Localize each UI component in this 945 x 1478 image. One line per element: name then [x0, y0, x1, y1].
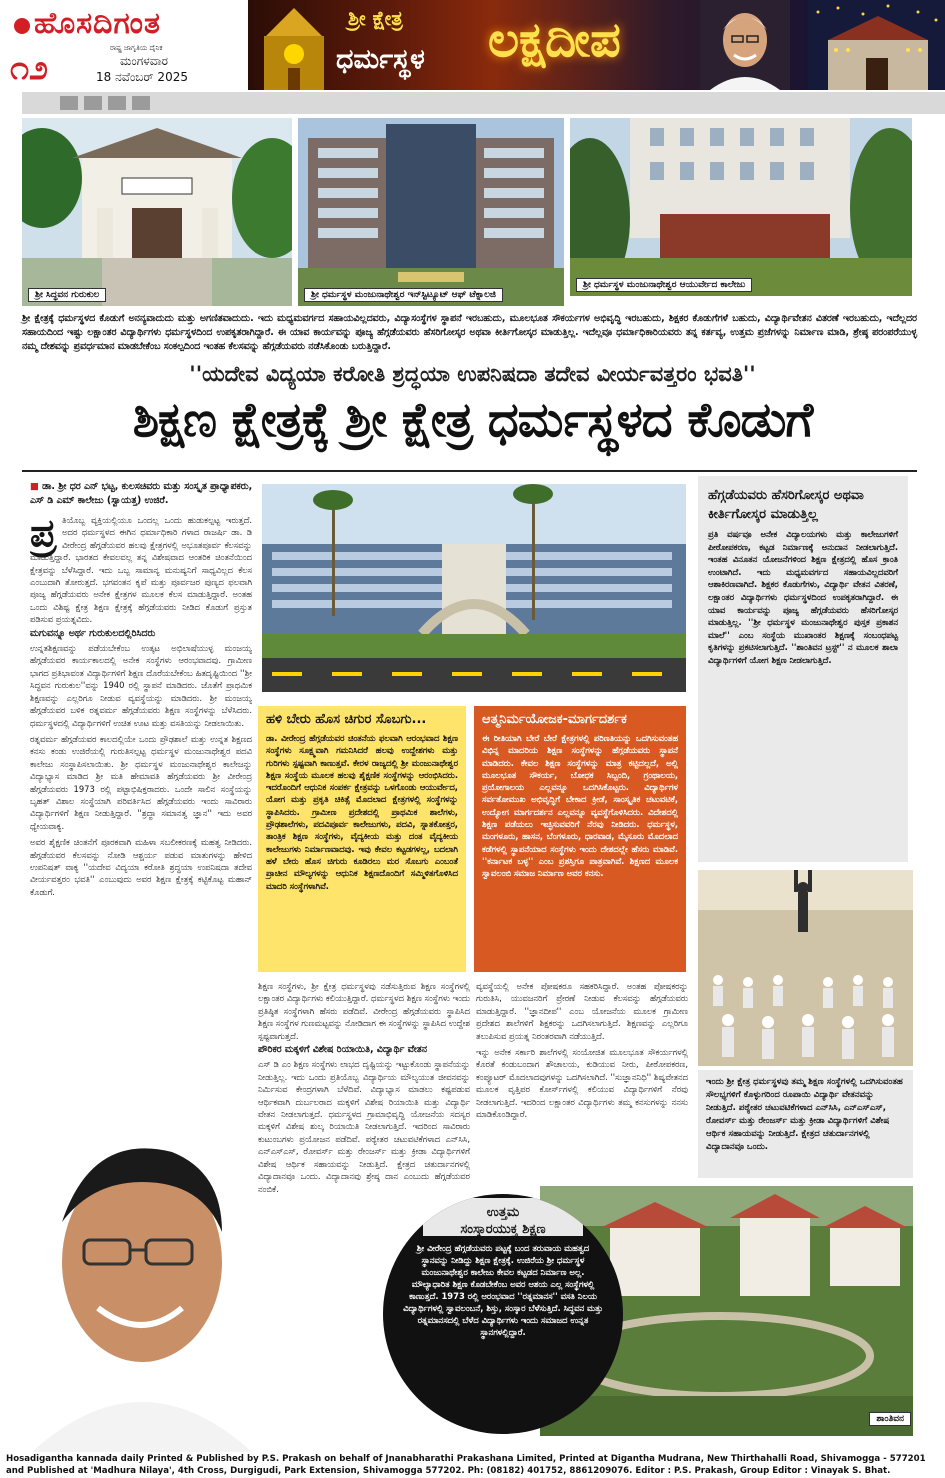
issue-weekday: ಮಂಗಳವಾರ [120, 54, 169, 68]
col1-paragraph: ತಿಯೊಬ್ಬ ವ್ಯಕ್ತಿಯಲ್ಲಿಯೂ ಒಂದಲ್ಲ ಒಂದು ಹುಡುಕಲ್ಪಟ್ಟ ಇರುತ್ತದೆ. ಅದರ ಧರ್ಮಸ್ಥಳದ ಈಗಿನ ಧರ್ಮಾಧಿಕಾರಿ ಗಳಾದ ರಾಜರ್ಷಿ ಡಾ. ಡಿ ವೀರೇಂದ್ರ ಹೆಗ್ಗಡೆಯವರ ಹಲವು ಕ್ಷೇತ್ರಗಳಲ್ಲಿ ಅಭೂತಪೂರ್ವ ಕೆಲಸವನ್ನು ಮಾಡುತ್ತಿದ್ದಾರೆ. ಭಾರತದ ಕೇವಲವಲ್ಲ ತನ್ನ ವಿಶೇಷವಾದ ಆಂತರಿಕ ಚಿಂತನೆಯಿಂದ ಕ್ಷೇತ್ರವನ್ನು ಬೆಳೆಸಿದ್ದಾರೆ. ಇದು ಒಬ್ಬ ಸಾಮಾನ್ಯ ಮನುಷ್ಯನಿಗೆ ಸಾಧ್ಯವಿಲ್ಲದ ಕೆಲಸ ಎಂಬುದಾಗಿ ತೋರುತ್ತದೆ. ಭಗವಂತನ ಕೃಪೆ ಮತ್ತು ಪೂರ್ವಜರ ಪುಣ್ಯದ ಫಲವಾಗಿ ಪೂಜ್ಯ ಹೆಗ್ಗಡೆಯವರು ಅನೇಕ ಕ್ಷೇತ್ರಗಳ ಮೂಲಕ ಕೆಲಸ ಮಾಡುತ್ತಿದ್ದಾರೆ. ಅಂತಹ ಒಂದು ವಿಶಿಷ್ಟ ಕ್ಷೇತ್ರ ಶಿಕ್ಷಣ ಕ್ಷೇತ್ರಕ್ಕೆ ಹೆಗ್ಗಡೆಯವರು ನೀಡಿದ ಕೊಡುಗೆ ಪ್ರಸ್ತುತ ಪಡಿಸುವ ಪ್ರಯತ್ನವಿದು. [30, 515, 252, 625]
box-title: ಹಳಿ ಬೇರು ಹೊಸ ಚಿಗುರ ಸೊಬಗು... [266, 712, 427, 727]
column-2 [258, 980, 470, 1194]
box-body: ಇಂದು ಶ್ರೀ ಕ್ಷೇತ್ರ ಧರ್ಮಸ್ಥಳವು ತಮ್ಮ ಶಿಕ್ಷಣ ಸಂಸ್ಥೆಗಳಲ್ಲಿ ಒದಗಿಸುವಂತಹ ಸೌಲಭ್ಯಗಳಿಗೆ ಕೊಳ್ಳುಗರಿಂದ ರೂಪಾಯಿ ವಿದ್ಯಾರ್ಥಿ ವೇತನವನ್ನು ನೀಡುತ್ತಿದೆ. ಪಠ್ಯೇತರ ಚಟುವಟಿಕೆಗಳಾದ ಎನ್‌ಸಿಸಿ, ಎನ್‌ಎಸ್‌ಎಸ್, ರೋವರ್ಸ್ ಮತ್ತು ರೇಂಜರ್ಸ್ ಮತ್ತು ಕ್ರೀಡಾ ವಿದ್ಯಾರ್ಥಿಗಳಿಗೆ ವಿಶೇಷ ಆರ್ಥಿಕ ಸಹಾಯವನ್ನು ನೀಡುತ್ತಿದೆ. ಕ್ಷೇತ್ರದ ಚತುರ್ದಾನಗಳಲ್ಲಿ ವಿದ್ಯಾದಾನವೂ ಒಂದು. [706, 1077, 903, 1152]
col2-subheading: ಪೌರಿಕರ ಮಕ್ಕಳಿಗೆ ವಿಶೇಷ ರಿಯಾಯಿತಿ, ವಿದ್ಯಾರ್ಥಿ ವೇತನ [258, 1044, 427, 1056]
box-body: ಪ್ರತಿ ವರ್ಷವೂ ಅನೇಕ ವಿದ್ಯಾಲಯಗಳು ಮತ್ತು ಕಾಲೇಜುಗಳಿಗೆ ಪೀಠೋಪಕರಣ, ಕಟ್ಟಡ ನಿರ್ಮಾಣಕ್ಕೆ ಅನುದಾನ ನೀಡಲಾಗುತ್ತಿದೆ. ಇಂತಹ ವಿನೂತನ ಯೋಜನೆಗಳಿಂದ ಶಿಕ್ಷಣ ಕ್ಷೇತ್ರದಲ್ಲಿ ಹೊಸ ಕ್ರಾಂತಿ ಉಂಟಾಗಿದೆ. ಇದು ಮಧ್ಯಮವರ್ಗದ ಸಹಾಯವಿಲ್ಲದವರಿಗೆ ಆಶಾಕಿರಣವಾಗಿದೆ. ಶಿಕ್ಷಕರ ಕೊಡುಗೆಗಳು, ವಿದ್ಯಾರ್ಥಿ ವೇತನ ವಿತರಣೆ, ಲಕ್ಷಾಂತರ ವಿದ್ಯಾರ್ಥಿಗಳು ಧರ್ಮಸ್ಥಳದಿಂದ ಉಪಕೃತರಾಗಿದ್ದಾರೆ. ಈ ಯಾವ ಕಾರ್ಯವನ್ನು ಪೂಜ್ಯ ಹೆಗ್ಗಡೆಯವರು ಹೆಸರಿಗೋಸ್ಕರ ಮಾಡುತ್ತಿಲ್ಲ. ''ಶ್ರೀ ಧರ್ಮಸ್ಥಳ ಮಂಜುನಾಥೇಶ್ವರ ಪುಸ್ತಕ ಪ್ರಕಾಶನ ಮಾಲೆ'' ಎಂಬ ಸಂಸ್ಥೆಯ ಮುಖಾಂತರ ಶಿಕ್ಷಣಕ್ಕೆ ಸಂಬಂಧಪಟ್ಟ ಕೃತಿಗಳನ್ನು ಪ್ರಕಟಿಸಲಾಗುತ್ತಿದೆ. ''ಶಾಂತಿವನ ಟ್ರಸ್ಟ್'' ನ ಮೂಲಕ ಶಾಲಾ ವಿದ್ಯಾರ್ಥಿಗಳಿಗೆ ಯೋಗ ಶಿಕ್ಷಣ ನೀಡಲಾಗುತ್ತಿದೆ. [708, 529, 898, 665]
article-intro: ಶ್ರೀ ಕ್ಷೇತ್ರಕ್ಕೆ ಧರ್ಮಸ್ಥಳದ ಕೊಡುಗೆ ಅನನ್ಯವಾದುದು ಮತ್ತು ಅಗಣಿತವಾದುದು. ಇದು ಮಧ್ಯಮವರ್ಗದ ಸಹಾಯವಿಲ್ಲದವರು, ವಿದ್ಯಾಸಂಸ್ಥೆಗಳ ಸ್ಥಾಪನೆ ಇರಬಹುದು, ಮೂಲಭೂತ ಸೌಕರ್ಯಗಳ ಅಭಿವೃದ್ಧಿ ಇರಬಹುದು, ಶಿಕ್ಷಕರ ಕೊಡುಗೆಗಳೆ ಬಹುದು, ವಿದ್ಯಾರ್ಥಿವೇತನ ವಿತರಣೆ ಇರಬಹುದು, ಇದೆಲ್ಲದರ ಸಹಾಯದಿಂದ ಇಷ್ಟು ಲಕ್ಷಾಂತರ ವಿದ್ಯಾರ್ಥಿಗಳು ಧರ್ಮಸ್ಥಳದಿಂದ ಉಪಕೃತರಾಗಿದ್ದಾರೆ. ಈ ಯಾವ ಕಾರ್ಯವನ್ನು ಪೂಜ್ಯ ಹೆಗ್ಗಡೆಯವರು ಹೆಸರಿಗೋಸ್ಕರ ಅಥವಾ ಕೀರ್ತಿಗೋಸ್ಕರ ಮಾಡುತ್ತಿಲ್ಲ. ಇದೆಲ್ಲವೂ ಧರ್ಮಾಧಿಕಾರಿಯವರು ತನ್ನ ಕರ್ತವ್ಯ, ಉತ್ತಮ ಪ್ರಜೆಗಳನ್ನು ನಿರ್ಮಾಣ ಮಾಡಿ, ಶ್ರೇಷ್ಠ ಪರಂಪರೆಯುಳ್ಳ ನಮ್ಮ ದೇಶವನ್ನು ಪ್ರವರ್ಧಮಾನ ಮಾಡಬೇಕೆಂಬ ಸಂಕಲ್ಪದಿಂದ ಇಂತಹ ಕೆಲಸವನ್ನು ಹೆಗ್ಗಡೆಯವರು ನಡೆಸಿಕೊಂಡು ಬರುತ್ತಿದ್ದಾರೆ. [22, 313, 917, 352]
logo-emblem-icon [14, 18, 30, 34]
strip-square [84, 96, 102, 110]
strip-square [132, 96, 150, 110]
photo-sdm-campus [262, 484, 686, 692]
strip-square [60, 96, 78, 110]
imprint-line: Hosadigantha kannada daily Printed & Published by P.S. Prakash on behalf of Jnanabharathi Prakashana Limited, Printed at Digantha Mudrana, New Thirthahalli Road, Shivamogga - 577201 [6, 1454, 926, 1464]
photo-caption: ಶ್ರೀ ಧರ್ಮಸ್ಥಳ ಮಂಜುನಾಥೇಶ್ವರ ಆಯುರ್ವೇದ ಕಾಲೇಜು [576, 278, 752, 292]
col1-paragraph: ರತ್ನವರ್ಮ ಹೆಗ್ಗಡೆಯವರ ಕಾಲದಲ್ಲಿಯೇ ಒಂದು ಪ್ರೌಢಶಾಲೆ ಮತ್ತು ಉನ್ನತ ಶಿಕ್ಷಣದ ಕನಸು ಕಂಡು ಉಜಿರೆಯಲ್ಲಿ ಗುರುತಿಸಲ್ಪಟ್ಟ ಧರ್ಮಸ್ಥಳ ಮಂಜುನಾಥೇಶ್ವರ ಪದವಿ ಕಾಲೇಜು ಸಂಸ್ಥಾಪಿಸಲಾಯಿತು. ಶ್ರೀ ಧರ್ಮಸ್ಥಳ ಮಂಜುನಾಥೇಶ್ವರ ಕಾಲೇಜನ್ನು ವಿದ್ಯಾಭ್ಯಾಸ ಮಾಡಿದ ಶ್ರೀ ಮತಿ ಹೇಮಾವತಿ ಹೆಗ್ಗಡೆಯವರು ಶ್ರೀ ವೀರೇಂದ್ರ ಹೆಗ್ಗಡೆಯವರು 1973 ರಲ್ಲಿ ಪಟ್ಟಾಭಿಷಿಕ್ತರಾದರು. ಒಂದೇ ಸಾಲಿನ ಸಂಸ್ಥೆಯನ್ನು ಬೃಹತ್ ವಿಶಾಲ ಸಂಸ್ಥೆಯಾಗಿ ಪರಿವರ್ತಿಸಿದ ಹೆಗ್ಗಡೆಯವರು ಇಂದು ಸಾವಿರಾರು ವಿದ್ಯಾರ್ಥಿಗಳಿಗೆ ಶಿಕ್ಷಣ ನೀಡುತ್ತಿದ್ದಾರೆ. ''ಶ್ರದ್ಧಾ ಸಮಾನತ್ವ ಜ್ಞಾನ'' ಇದು ಅವರ ಧ್ಯೇಯವಾಕ್ಯ. [30, 733, 252, 831]
campus-building-image [262, 484, 686, 692]
masthead-tagline: ರಾಷ್ಟ್ರ ಜಾಗೃತಿಯ ದೈನಿಕ [110, 44, 163, 52]
banner-line-lakshadeepa: ಲಕ್ಷದೀಪ [488, 12, 621, 68]
photo-sdm-ayurveda-college [570, 118, 912, 296]
col3-paragraph: ವ್ಯವಸ್ಥೆಯಲ್ಲಿ ಅನೇಕ ಪೋಷಕರೂ ಸಹಕರಿಸಿದ್ದಾರೆ. ಅಂತಹ ಪೋಷಕರನ್ನು ಗುರುತಿಸಿ, ಯುವಜನರಿಗೆ ಪ್ರೇರಣೆ ನೀಡುವ ಕೆಲಸವನ್ನು ಹೆಗ್ಗಡೆಯವರು ಮಾಡುತ್ತಿದ್ದಾರೆ. ''ಜ್ಞಾನದೀಪ'' ಎಂಬ ಯೋಜನೆಯ ಮೂಲಕ ಗ್ರಾಮೀಣ ಪ್ರದೇಶದ ಶಾಲೆಗಳಿಗೆ ಶಿಕ್ಷಕರನ್ನು ಒದಗಿಸಲಾಗುತ್ತಿದೆ. ಶಿಕ್ಷಣವನ್ನು ಎಲ್ಲರಿಗೂ ತಲುಪಿಸುವ ಪ್ರಯತ್ನ ನಿರಂತರವಾಗಿ ನಡೆಯುತ್ತಿದೆ. [476, 981, 688, 1041]
box-body: ಈ ರೀತಿಯಾಗಿ ಬೇರೆ ಬೇರೆ ಕ್ಷೇತ್ರಗಳಲ್ಲಿ ಪರಿಣತಿಯನ್ನು ಒದಗಿಸುವಂತಹ ವಿಭಿನ್ನ ಮಾದರಿಯ ಶಿಕ್ಷಣ ಸಂಸ್ಥೆಗಳನ್ನು ಹೆಗ್ಗಡೆಯವರು ಸ್ಥಾಪನೆ ಮಾಡಿದರು. ಕೇವಲ ಶಿಕ್ಷಣ ಸಂಸ್ಥೆಗಳನ್ನು ಮಾತ್ರ ಕಟ್ಟಿದಲ್ಲದೆ, ಅಲ್ಲಿ ಮೂಲಭೂತ ಸೌಕರ್ಯ, ಬೋಧಕ ಸಿಬ್ಬಂದಿ, ಗ್ರಂಥಾಲಯ, ಪ್ರಯೋಗಾಲಯ ಎಲ್ಲವನ್ನೂ ಒದಗಿಸಿಕೊಟ್ಟರು. ವಿದ್ಯಾರ್ಥಿಗಳ ಸರ್ವತೋಮುಖ ಅಭಿವೃದ್ಧಿಗೆ ಬೇಕಾದ ಕ್ರೀಡೆ, ಸಾಂಸ್ಕೃತಿಕ ಚಟುವಟಿಕೆ, ಉದ್ಯೋಗ ಮಾರ್ಗದರ್ಶನ ಎಲ್ಲವನ್ನೂ ವ್ಯವಸ್ಥೆಗೊಳಿಸಿದರು. ವಿದೇಶದಲ್ಲಿ ಶಿಕ್ಷಣ ಪಡೆಯಲು ಇಚ್ಛಿಸುವವರಿಗೆ ನೆರವು ನೀಡಿದರು. ಧರ್ಮಸ್ಥಳ, ಮಂಗಳೂರು, ಹಾಸನ, ಬೆಂಗಳೂರು, ಧಾರವಾಡ, ಮೈಸೂರು ಮೊದಲಾದ ಕಡೆಗಳಲ್ಲಿ ಸ್ಥಾಪನೆಯಾದ ಸಂಸ್ಥೆಗಳು ಇಂದು ದೇಶದಲ್ಲೇ ಹೆಸರು ಮಾಡಿವೆ. ''ಕರ್ನಾಟಕ ಬಳ್ಳ'' ಎಂಬ ಪ್ರಶಸ್ತಿಗೂ ಪಾತ್ರವಾಗಿವೆ. ಶಿಕ್ಷಣದ ಮೂಲಕ ಸ್ವಾವಲಂಬಿ ಸಮಾಜ ನಿರ್ಮಾಣ ಅವರ ಕನಸು. [482, 733, 678, 879]
masthead [0, 0, 945, 90]
masthead-brand: ಹೊಸದಿಗಂತ ರಾಷ್ಟ್ರ ಜಾಗೃತಿಯ ದೈನಿಕ ೧೨ ಮಂಗಳವಾರ 18 ನವೆಂಬರ್ 2025 [10, 6, 188, 88]
banner-line-dharmasthala: ಧರ್ಮಸ್ಥಳ [336, 44, 425, 75]
imprint-line: and Published at 'Madhura Nilaya', 4th Cross, Durgigudi, Park Extension, Shivamogga 577202. Ph: (08182) 401752, 8861209076. Editor : P.S. Prakash, Group Editor : Vinayak S. Bhat. [6, 1466, 891, 1476]
circle-title [383, 1204, 623, 1238]
photo-sdm-institute-technology [298, 118, 564, 306]
headline-rule [22, 470, 917, 472]
yoga-students-image [698, 870, 913, 1066]
article-byline [30, 480, 258, 508]
col2-paragraph: ಎಸ್ ಡಿ ಎಂ ಶಿಕ್ಷಣ ಸಂಸ್ಥೆಗಳು ಲಾಭದ ದೃಷ್ಟಿಯನ್ನು ಇಟ್ಟುಕೊಂಡು ಸ್ಥಾಪನೆಯನ್ನು ನೀಡುತ್ತಿಲ್ಲ. ಇದು ಒಂದು ಪ್ರತಿಯೊಬ್ಬ ವಿದ್ಯಾರ್ಥಿಯ ಮೌಲ್ಯಯುತ ಜೀವನವನ್ನು ನಿರ್ಮಿಸುವ ಕೇಂದ್ರಗಳಾಗಿ ಬೆಳೆದಿವೆ. ವಿದ್ಯಾಭ್ಯಾಸ ಮಾಡಲು ಕಷ್ಟಪಡುವ ಆರ್ಥಿಕವಾಗಿ ದುರ್ಬಲರಾದ ಮಕ್ಕಳಿಗೆ ವಿಶೇಷ ರಿಯಾಯಿತಿ ಮತ್ತು ವಿದ್ಯಾರ್ಥಿ ವೇತನ ನೀಡಲಾಗುತ್ತದೆ. ಧರ್ಮಸ್ಥಳದ ಗ್ರಾಮಾಭಿವೃದ್ಧಿ ಯೋಜನೆಯ ಸದಸ್ಯರ ಮಕ್ಕಳಿಗೆ ವಿಶೇಷ ಶುಲ್ಕ ರಿಯಾಯಿತಿ ನೀಡಲಾಗುತ್ತಿದೆ. ಇದರಿಂದ ಸಾವಿರಾರು ಕುಟುಂಬಗಳು ಪ್ರಯೋಜನ ಪಡೆದಿವೆ. ಪಠ್ಯೇತರ ಚಟುವಟಿಕೆಗಳಾದ ಎನ್‌ಸಿಸಿ, ಎನ್‌ಎಸ್‌ಎಸ್, ರೋವರ್ಸ್ ಮತ್ತು ರೇಂಜರ್ಸ್ ಮತ್ತು ಕ್ರೀಡಾ ವಿದ್ಯಾರ್ಥಿಗಳಿಗೆ ವಿಶೇಷ ಆರ್ಥಿಕ ಸಹಾಯವನ್ನು ನೀಡುತ್ತಿದೆ. ಕ್ಷೇತ್ರದ ಚತುರ್ದಾನಗಳಲ್ಲಿ ವಿದ್ಯಾದಾನವೂ ಒಂದು. ವಿದ್ಯಾದಾನವು ಶ್ರೇಷ್ಠ ದಾನ ಎಂಬುದು ಹೆಗ್ಗಡೆಯವರ ನಂಬಿಕೆ. [258, 1059, 470, 1194]
article-headline: ಶಿಕ್ಷಣ ಕ್ಷೇತ್ರಕ್ಕೆ ಶ್ರೀ ಕ್ಷೇತ್ರ ಧರ್ಮಸ್ಥಳದ ಕೊಡುಗೆ [132, 392, 813, 448]
heggade-portrait-large [22, 1112, 254, 1452]
box-title: ಆತ್ಮನಿರ್ಮಯೋಜಕ-ಮಾರ್ಗದರ್ಶಕ [482, 712, 627, 727]
imprint-footer [0, 1452, 945, 1478]
col1-paragraph: ಅವರ ಶೈಕ್ಷಣಿಕ ಚಿಂತನೆಗೆ ಪೂರಕವಾಗಿ ಮಹಿಳಾ ಸಬಲೀಕರಣಕ್ಕೆ ಮಹತ್ವ ನೀಡಿದರು. ಹೆಗ್ಗಡೆಯವರ ಕೆಲಸವನ್ನು ನೋಡಿ ಆಶ್ಚರ್ಯ ಪಡುವ ಮಾತುಗಳನ್ನು ಹೇಳಿದ ಉಪನಿಷತ್ ವಾಕ್ಯ ''ಯದೇವ ವಿದ್ಯಯಾ ಕರೋತಿ ಶ್ರದ್ಧಯಾ ಉಪನಿಷದಾ ತದೇವ ವೀರ್ಯವತ್ತರಂ ಭವತಿ'' ಎಂಬುವುದು ಅವರ ಶಿಕ್ಷಣ ಕ್ಷೇತ್ರಕ್ಕೆ ಕಟ್ಟಿಕೊಟ್ಟ ಮಹಾನ್ ಕೊಡುಗೆ. [30, 837, 252, 897]
col3-paragraph: ಇನ್ನು ಅನೇಕ ಸರ್ಕಾರಿ ಶಾಲೆಗಳಲ್ಲಿ ಸಂಯೋಜಿತ ಮೂಲಭೂತ ಸೌಕರ್ಯಗಳಲ್ಲಿ ಕೊರತೆ ಕಂಡುಬಂದಾಗ ಶೌಚಾಲಯ, ಕುಡಿಯುವ ನೀರು, ಪೀಠೋಪಕರಣ, ಕಂಪ್ಯೂಟರ್ ಮೊದಲಾದವುಗಳನ್ನು ಒದಗಿಸಲಾಗಿದೆ. ''ಸುಜ್ಞಾನನಿಧಿ'' ಶಿಷ್ಯವೇತನದ ಮೂಲಕ ವೃತ್ತಿಪರ ಕೋರ್ಸ್‌ಗಳಲ್ಲಿ ಕಲಿಯುವ ವಿದ್ಯಾರ್ಥಿಗಳಿಗೆ ನೆರವು ನೀಡಲಾಗುತ್ತಿದೆ. ಇದರಿಂದ ಲಕ್ಷಾಂತರ ವಿದ್ಯಾರ್ಥಿಗಳು ತಮ್ಮ ಕನಸುಗಳನ್ನು ನನಸು ಮಾಡಿಕೊಂಡಿದ್ದಾರೆ. [476, 1047, 688, 1120]
circle-feature-box [383, 1194, 623, 1434]
heggade-portrait [700, 0, 790, 90]
temple-illustration [808, 0, 945, 90]
lakshadeepa-banner [248, 0, 945, 90]
photo-siddhavana-gurukula [22, 118, 292, 306]
upanishad-quote: ''ಯದೇವ ವಿದ್ಯಯಾ ಕರೋತಿ ಶ್ರದ್ಧಯಾ ಉಪನಿಷದಾ ತದೇವ ವೀರ್ಯವತ್ತರಂ ಭವತಿ'' [189, 362, 756, 386]
sidebar-box-yellow [258, 706, 466, 972]
banner-line-kshetra: ಶ್ರೀ ಕ್ಷೇತ್ರ [348, 6, 403, 30]
photo-caption: ಶ್ರೀ ಸಿದ್ಧವನ ಗುರುಕುಲ [28, 288, 106, 302]
column-3 [476, 980, 688, 1180]
sidebar-box-orange [474, 706, 686, 972]
box-title: ಹೆಗ್ಗಡೆಯವರು ಹೆಸರಿಗೋಸ್ಕರ ಅಥವಾ ಕೀರ್ತಿಗೋಸ್ಕರ ಮಾಡುತ್ತಿಲ್ಲ [708, 488, 864, 522]
column-1 [30, 514, 252, 1110]
issue-date: 18 ನವೆಂಬರ್ 2025 [96, 70, 188, 84]
page-number: ೧೨ [10, 48, 49, 88]
photo-caption: ಶಾಂತಿವನ [869, 1412, 911, 1426]
sidebar-box-grey-2 [698, 1070, 913, 1178]
circle-title-line2: ಸಂಸ್ಕಾರಯುಕ್ತ ಶಿಕ್ಷಣ [460, 1222, 546, 1237]
col2-paragraph: ಶಿಕ್ಷಣ ಸಂಸ್ಥೆಗಳು, ಶ್ರೀ ಕ್ಷೇತ್ರ ಧರ್ಮಸ್ಥಳವು ನಡೆಸುತ್ತಿರುವ ಶಿಕ್ಷಣ ಸಂಸ್ಥೆಗಳಲ್ಲಿ ಲಕ್ಷಾಂತರ ವಿದ್ಯಾರ್ಥಿಗಳು ಕಲಿಯುತ್ತಿದ್ದಾರೆ. ಧರ್ಮಸ್ಥಳದ ಶಿಕ್ಷಣ ಸಂಸ್ಥೆಗಳು ಇಂದು ಪ್ರತಿಷ್ಠಿತ ಸಂಸ್ಥೆಗಳಾಗಿ ಹೆಸರು ಪಡೆದಿವೆ. ವೀರೇಂದ್ರ ಹೆಗ್ಗಡೆಯವರು ಸ್ಥಾಪಿಸಿದ ಶಿಕ್ಷಣ ಸಂಸ್ಥೆಗಳ ಗುಣಮಟ್ಟವನ್ನು ನೋಡಿದಾಗ ಈ ಸಂಸ್ಥೆಗಳನ್ನು ಸ್ಥಾಪಿಸಿದ ಉದ್ದೇಶ ಸ್ಪಷ್ಟವಾಗುತ್ತದೆ. [258, 981, 470, 1041]
ayurveda-building-image [570, 118, 912, 296]
byline-bullet-icon: ■ [30, 481, 43, 492]
byline-text: ಡಾ. ಶ್ರೀ ಧರ ಎನ್ ಭಟ್ಟ, ಕುಲಸಚಿವರು ಮತ್ತು ಸಂಸ್ಕೃತ ಪ್ರಾಧ್ಯಾಪಕರು, ಎಸ್ ಡಿ ಎಮ್ ಕಾಲೇಜು (ಸ್ವಾಯತ್ತ) ಉಜಿರೆ. [30, 481, 253, 506]
gopura-illustration [254, 6, 334, 90]
circle-title-line1: ಉತ್ತಮ [486, 1205, 520, 1220]
strip-square [108, 96, 126, 110]
sidebar-box-grey [698, 476, 908, 862]
drop-cap: ಪ್ರ [30, 514, 57, 555]
col1-subheading: ಮಗುವನ್ನೂ ಅರ್ಥ ಗುರುಕುಲದಲ್ಲಿರಿಸಿದರು [30, 627, 156, 639]
gurukula-building-image [22, 118, 292, 306]
col1-paragraph: ಉನ್ನತಶಿಕ್ಷಣವನ್ನು ಪಡೆಯಬೇಕೆಂಬ ಉತ್ಕಟ ಅಭಿಲಾಷೆಯುಳ್ಳ ಮಂಜಯ್ಯ ಹೆಗ್ಗಡೆಯವರ ಕಾರ್ಯಕಾಲದಲ್ಲಿ ಅನೇಕ ಸಂಸ್ಥೆಗಳು ಆರಂಭವಾದವು. ಗ್ರಾಮೀಣ ಭಾಗದ ಪ್ರತಿಭಾವಂತ ವಿದ್ಯಾರ್ಥಿಗಳಿಗೆ ಶಿಕ್ಷಣ ದೊರೆಯಬೇಕೆಂಬ ಹಿತದೃಷ್ಟಿಯಿಂದ ''ಶ್ರೀ ಸಿದ್ಧವನ ಗುರುಕುಲ''ವನ್ನು 1940 ರಲ್ಲಿ ಸ್ಥಾಪನೆ ಮಾಡಿದರು. ಜೊತೆಗೆ ಪ್ರಾಥಮಿಕ ಶಿಕ್ಷಣವನ್ನು ಎಲ್ಲರಿಗೂ ನೀಡುವ ವ್ಯವಸ್ಥೆಯನ್ನು ಮಾಡಿದರು. ಶ್ರೀ ಮಂಜಯ್ಯ ಹೆಗ್ಗಡೆಯವರ ಬಳಿಕ ರತ್ನವರ್ಮ ಹೆಗ್ಗಡೆಯವರು ಶಿಕ್ಷಣ ಸಂಸ್ಥೆಗಳನ್ನು ಬೆಳೆಸಿದರು. ಧರ್ಮಸ್ಥಳದಲ್ಲಿ ವಿದ್ಯಾರ್ಥಿಗಳಿಗೆ ಉಚಿತ ಊಟ ಮತ್ತು ವಸತಿಯನ್ನು ನೀಡಲಾಯಿತು. [30, 643, 252, 728]
section-strip [22, 92, 945, 114]
portrait-image [22, 1112, 254, 1452]
box-body: ಡಾ. ವೀರೇಂದ್ರ ಹೆಗ್ಗಡೆಯವರ ಚಿಂತನೆಯ ಫಲವಾಗಿ ಆರಂಭವಾದ ಶಿಕ್ಷಣ ಸಂಸ್ಥೆಗಳು ಸೂಕ್ಷ್ಮವಾಗಿ ಗಮನಿಸಿದರೆ ಹಲವು ಉದ್ದೇಶಗಳು ಮತ್ತು ಗುರಿಗಳು ಸ್ಪಷ್ಟವಾಗಿ ಕಾಣುತ್ತವೆ. ಕೇರಳ ರಾಜ್ಯದಲ್ಲಿ ಶ್ರೀ ಮಂಜುನಾಥೇಶ್ವರ ಶಿಕ್ಷಣ ಸಂಸ್ಥೆಯ ಮೂಲಕ ಹಲವು ಶೈಕ್ಷಣಿಕ ಸಂಸ್ಥೆಗಳನ್ನು ಆರಂಭಿಸಿದರು. ಇದರೊಂದಿಗೆ ಆಧುನಿಕ ಸಂಪರ್ಕ ಕ್ಷೇತ್ರವನ್ನು ಒಳಗೊಂಡು ಆಯುರ್ವೇದ, ಯೋಗ ಮತ್ತು ಪ್ರಕೃತಿ ಚಿಕಿತ್ಸೆ ಮೊದಲಾದ ಕ್ಷೇತ್ರಗಳಲ್ಲಿ ಸಂಸ್ಥೆಗಳನ್ನು ಸ್ಥಾಪಿಸಿದರು. ಗ್ರಾಮೀಣ ಪ್ರದೇಶದಲ್ಲಿ ಪ್ರಾಥಮಿಕ ಶಾಲೆಗಳು, ಪ್ರೌಢಶಾಲೆಗಳು, ಪದವಿಪೂರ್ವ ಕಾಲೇಜುಗಳು, ಪದವಿ, ಸ್ನಾತಕೋತ್ತರ, ತಾಂತ್ರಿಕ ಶಿಕ್ಷಣ ಸಂಸ್ಥೆಗಳು, ವೈದ್ಯಕೀಯ ಮತ್ತು ದಂತ ವೈದ್ಯಕೀಯ ಕಾಲೇಜುಗಳು ನಿರ್ಮಾಣವಾದವು. ಇವು ಕೇವಲ ಕಟ್ಟಡಗಳಲ್ಲ, ಬದಲಾಗಿ ಹಳೆ ಬೇರು ಹೊಸ ಚಿಗುರು ಕೂಡಿರಲು ಮರ ಸೊಬಗು ಎಂಬಂತೆ ಪ್ರಾಚೀನ ಮೌಲ್ಯಗಳನ್ನು ಆಧುನಿಕ ಶಿಕ್ಷಣದೊಂದಿಗೆ ಸಮ್ಮಿಳಿತಗೊಳಿಸಿದ ಮಾದರಿ ಸಂಸ್ಥೆಗಳಾಗಿವೆ. [266, 733, 458, 891]
institute-building-image [298, 118, 564, 306]
photo-caption: ಶ್ರೀ ಧರ್ಮಸ್ಥಳ ಮಂಜುನಾಥೇಶ್ವರ ಇನ್‌ಸ್ಟಿಟ್ಯೂಟ್ ಆಫ್ ಟೆಕ್ನಾಲಜಿ [304, 288, 503, 302]
circle-body: ಶ್ರೀ ವೀರೇಂದ್ರ ಹೆಗ್ಗಡೆಯವರು ಪಟ್ಟಕ್ಕೆ ಬಂದ ತರುವಾಯ ಮಹತ್ವದ ಸ್ಥಾನವನ್ನು ನೀಡಿದ್ದು ಶಿಕ್ಷಣ ಕ್ಷೇತ್ರಕ್ಕೆ. ಉಜಿರೆಯ ಶ್ರೀ ಧರ್ಮಸ್ಥಳ ಮಂಜುನಾಥೇಶ್ವರ ಕಾಲೇಜು ಕೇವಲ ಕಟ್ಟಡದ ನಿರ್ಮಾಣ ಅಲ್ಲ. ಮೌಲ್ಯಾಧಾರಿತ ಶಿಕ್ಷಣ ಕೊಡಬೇಕೆಂಬ ಅವರ ಆಶಯ ಎಲ್ಲ ಸಂಸ್ಥೆಗಳಲ್ಲಿ ಕಾಣುತ್ತದೆ. 1973 ರಲ್ಲಿ ಆರಂಭವಾದ ''ರತ್ನಮಾನಸ'' ವಸತಿ ನಿಲಯ ವಿದ್ಯಾರ್ಥಿಗಳಲ್ಲಿ ಸ್ವಾವಲಂಬನೆ, ಶಿಸ್ತು, ಸಂಸ್ಕಾರ ಬೆಳೆಸುತ್ತಿದೆ. ಸಿದ್ಧವನ ಮತ್ತು ರತ್ನಮಾನಸದಲ್ಲಿ ಬೆಳೆದ ವಿದ್ಯಾರ್ಥಿಗಳು ಇಂದು ಸಮಾಜದ ಉನ್ನತ ಸ್ಥಾನಗಳಲ್ಲಿದ್ದಾರೆ. [403, 1243, 603, 1337]
photo-yoga-session [698, 870, 913, 1066]
